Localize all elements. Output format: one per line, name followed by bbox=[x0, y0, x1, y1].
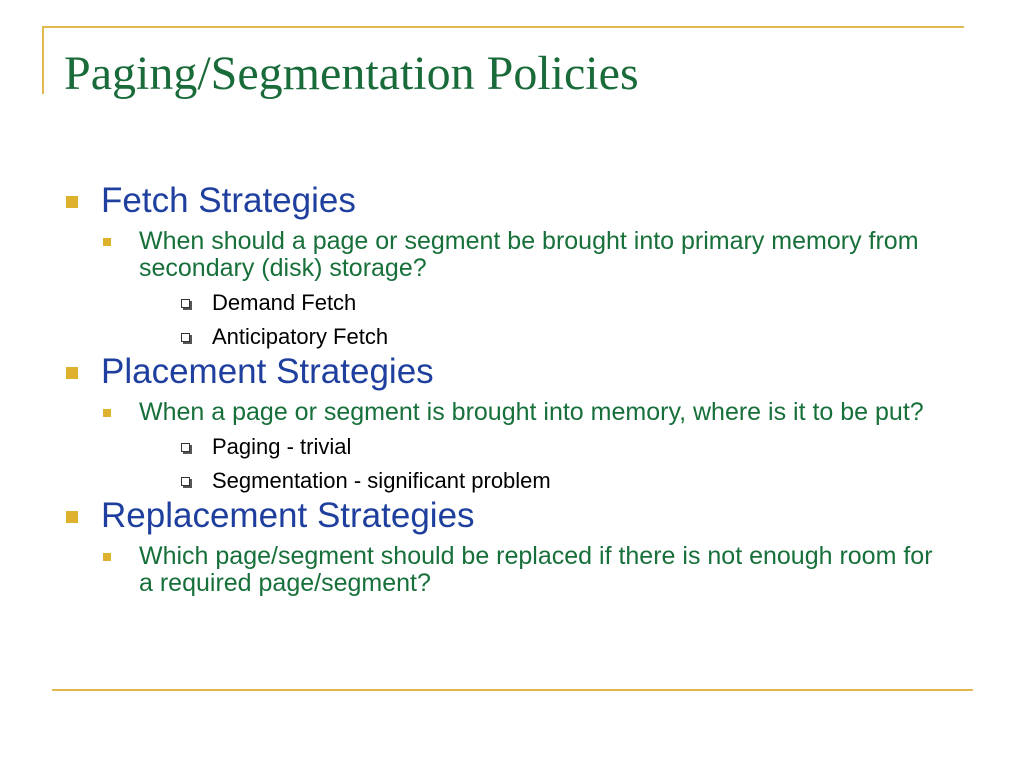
square-bullet-icon bbox=[66, 511, 78, 523]
question-text: Which page/segment should be replaced if there is not enough room for a required page/segment? bbox=[139, 542, 933, 597]
list-item-text: Demand Fetch bbox=[212, 290, 357, 315]
slide-title: Paging/Segmentation Policies bbox=[64, 47, 639, 100]
hollow-square-bullet-icon bbox=[181, 443, 190, 452]
section-question bbox=[99, 399, 939, 426]
small-square-bullet-icon bbox=[103, 409, 111, 417]
hollow-square-bullet-icon bbox=[181, 299, 190, 308]
section-heading: Replacement Strategies bbox=[101, 496, 475, 535]
bottom-border-line bbox=[52, 689, 973, 691]
list-item-text: Segmentation - significant problem bbox=[212, 468, 551, 493]
hollow-square-bullet-icon bbox=[181, 333, 190, 342]
small-square-bullet-icon bbox=[103, 238, 111, 246]
section-question bbox=[99, 543, 939, 597]
small-square-bullet-icon bbox=[103, 553, 111, 561]
section-replacement-strategies bbox=[62, 495, 972, 537]
slide-body bbox=[62, 180, 972, 597]
list-item bbox=[175, 289, 972, 317]
list-item bbox=[175, 467, 972, 495]
section-fetch-strategies bbox=[62, 180, 972, 222]
list-item bbox=[175, 433, 972, 461]
hollow-square-bullet-icon bbox=[181, 477, 190, 486]
left-border-line bbox=[42, 26, 44, 94]
section-placement-strategies bbox=[62, 351, 972, 393]
section-heading: Fetch Strategies bbox=[101, 181, 356, 220]
section-heading: Placement Strategies bbox=[101, 352, 434, 391]
list-item bbox=[175, 323, 972, 351]
list-item-text: Anticipatory Fetch bbox=[212, 324, 389, 349]
square-bullet-icon bbox=[66, 196, 78, 208]
list-item-text: Paging - trivial bbox=[212, 434, 352, 459]
top-border-line bbox=[42, 26, 964, 28]
square-bullet-icon bbox=[66, 367, 78, 379]
question-text: When should a page or segment be brought into primary memory from secondary (disk) storage? bbox=[139, 227, 919, 282]
question-text: When a page or segment is brought into memory, where is it to be put? bbox=[139, 398, 924, 426]
section-question bbox=[99, 228, 939, 282]
